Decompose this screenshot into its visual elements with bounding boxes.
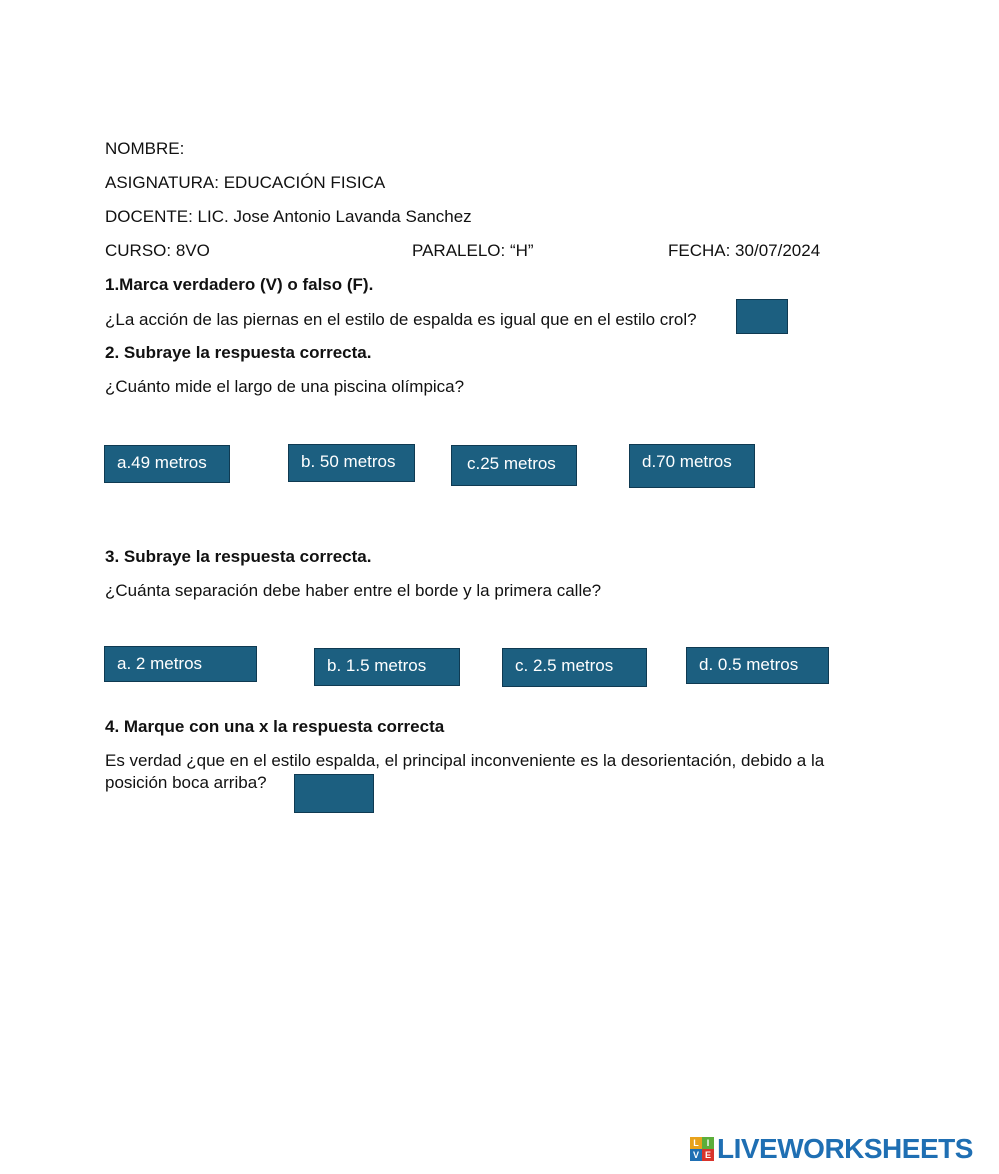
question-2-title: 2. Subraye la respuesta correcta. (105, 343, 372, 362)
liveworksheets-wordmark: LIVEWORKSHEETS (717, 1133, 973, 1164)
question-2-option-d[interactable]: d.70 metros (629, 444, 755, 488)
docente-label: DOCENTE: LIC. Jose Antonio Lavanda Sanchez (105, 207, 472, 226)
question-3-title: 3. Subraye la respuesta correcta. (105, 547, 372, 566)
question-2-text: ¿Cuánto mide el largo de una piscina olímpica? (105, 377, 465, 396)
asignatura-label: ASIGNATURA: EDUCACIÓN FISICA (105, 173, 386, 192)
nombre-label: NOMBRE: (105, 139, 185, 158)
question-2-option-a[interactable]: a.49 metros (104, 445, 230, 483)
question-1-title: 1.Marca verdadero (V) o falso (F). (105, 275, 374, 294)
question-2-option-b[interactable]: b. 50 metros (288, 444, 415, 482)
question-3-option-b[interactable]: b. 1.5 metros (314, 648, 460, 686)
question-4-title: 4. Marque con una x la respuesta correcta (105, 717, 445, 736)
question-4-answer-box[interactable] (294, 774, 374, 813)
curso-label: CURSO: 8VO (105, 241, 210, 260)
question-3-text: ¿Cuánta separación debe haber entre el borde y la primera calle? (105, 581, 602, 600)
question-1-answer-box[interactable] (736, 299, 788, 334)
paralelo-label: PARALELO: “H” (412, 241, 534, 260)
fecha-label: FECHA: 30/07/2024 (668, 241, 821, 260)
question-4-text-line-1: Es verdad ¿que en el estilo espalda, el principal inconveniente es la desorientación, debido a la (105, 751, 825, 770)
question-3-option-d[interactable]: d. 0.5 metros (686, 647, 829, 684)
logo-letter-e: E (702, 1149, 714, 1161)
logo-letter-i: I (702, 1137, 714, 1149)
question-1-text: ¿La acción de las piernas en el estilo de espalda es igual que en el estilo crol? (105, 310, 697, 329)
question-3-option-a[interactable]: a. 2 metros (104, 646, 257, 682)
question-4-text-line-2: posición boca arriba? (105, 773, 267, 792)
question-3-option-c[interactable]: c. 2.5 metros (502, 648, 647, 687)
liveworksheets-logo-icon (690, 1137, 714, 1161)
logo-letter-v: V (690, 1149, 702, 1161)
question-2-option-c[interactable]: c.25 metros (451, 445, 577, 486)
logo-letter-l: L (690, 1137, 702, 1149)
liveworksheets-brand (690, 1133, 973, 1165)
